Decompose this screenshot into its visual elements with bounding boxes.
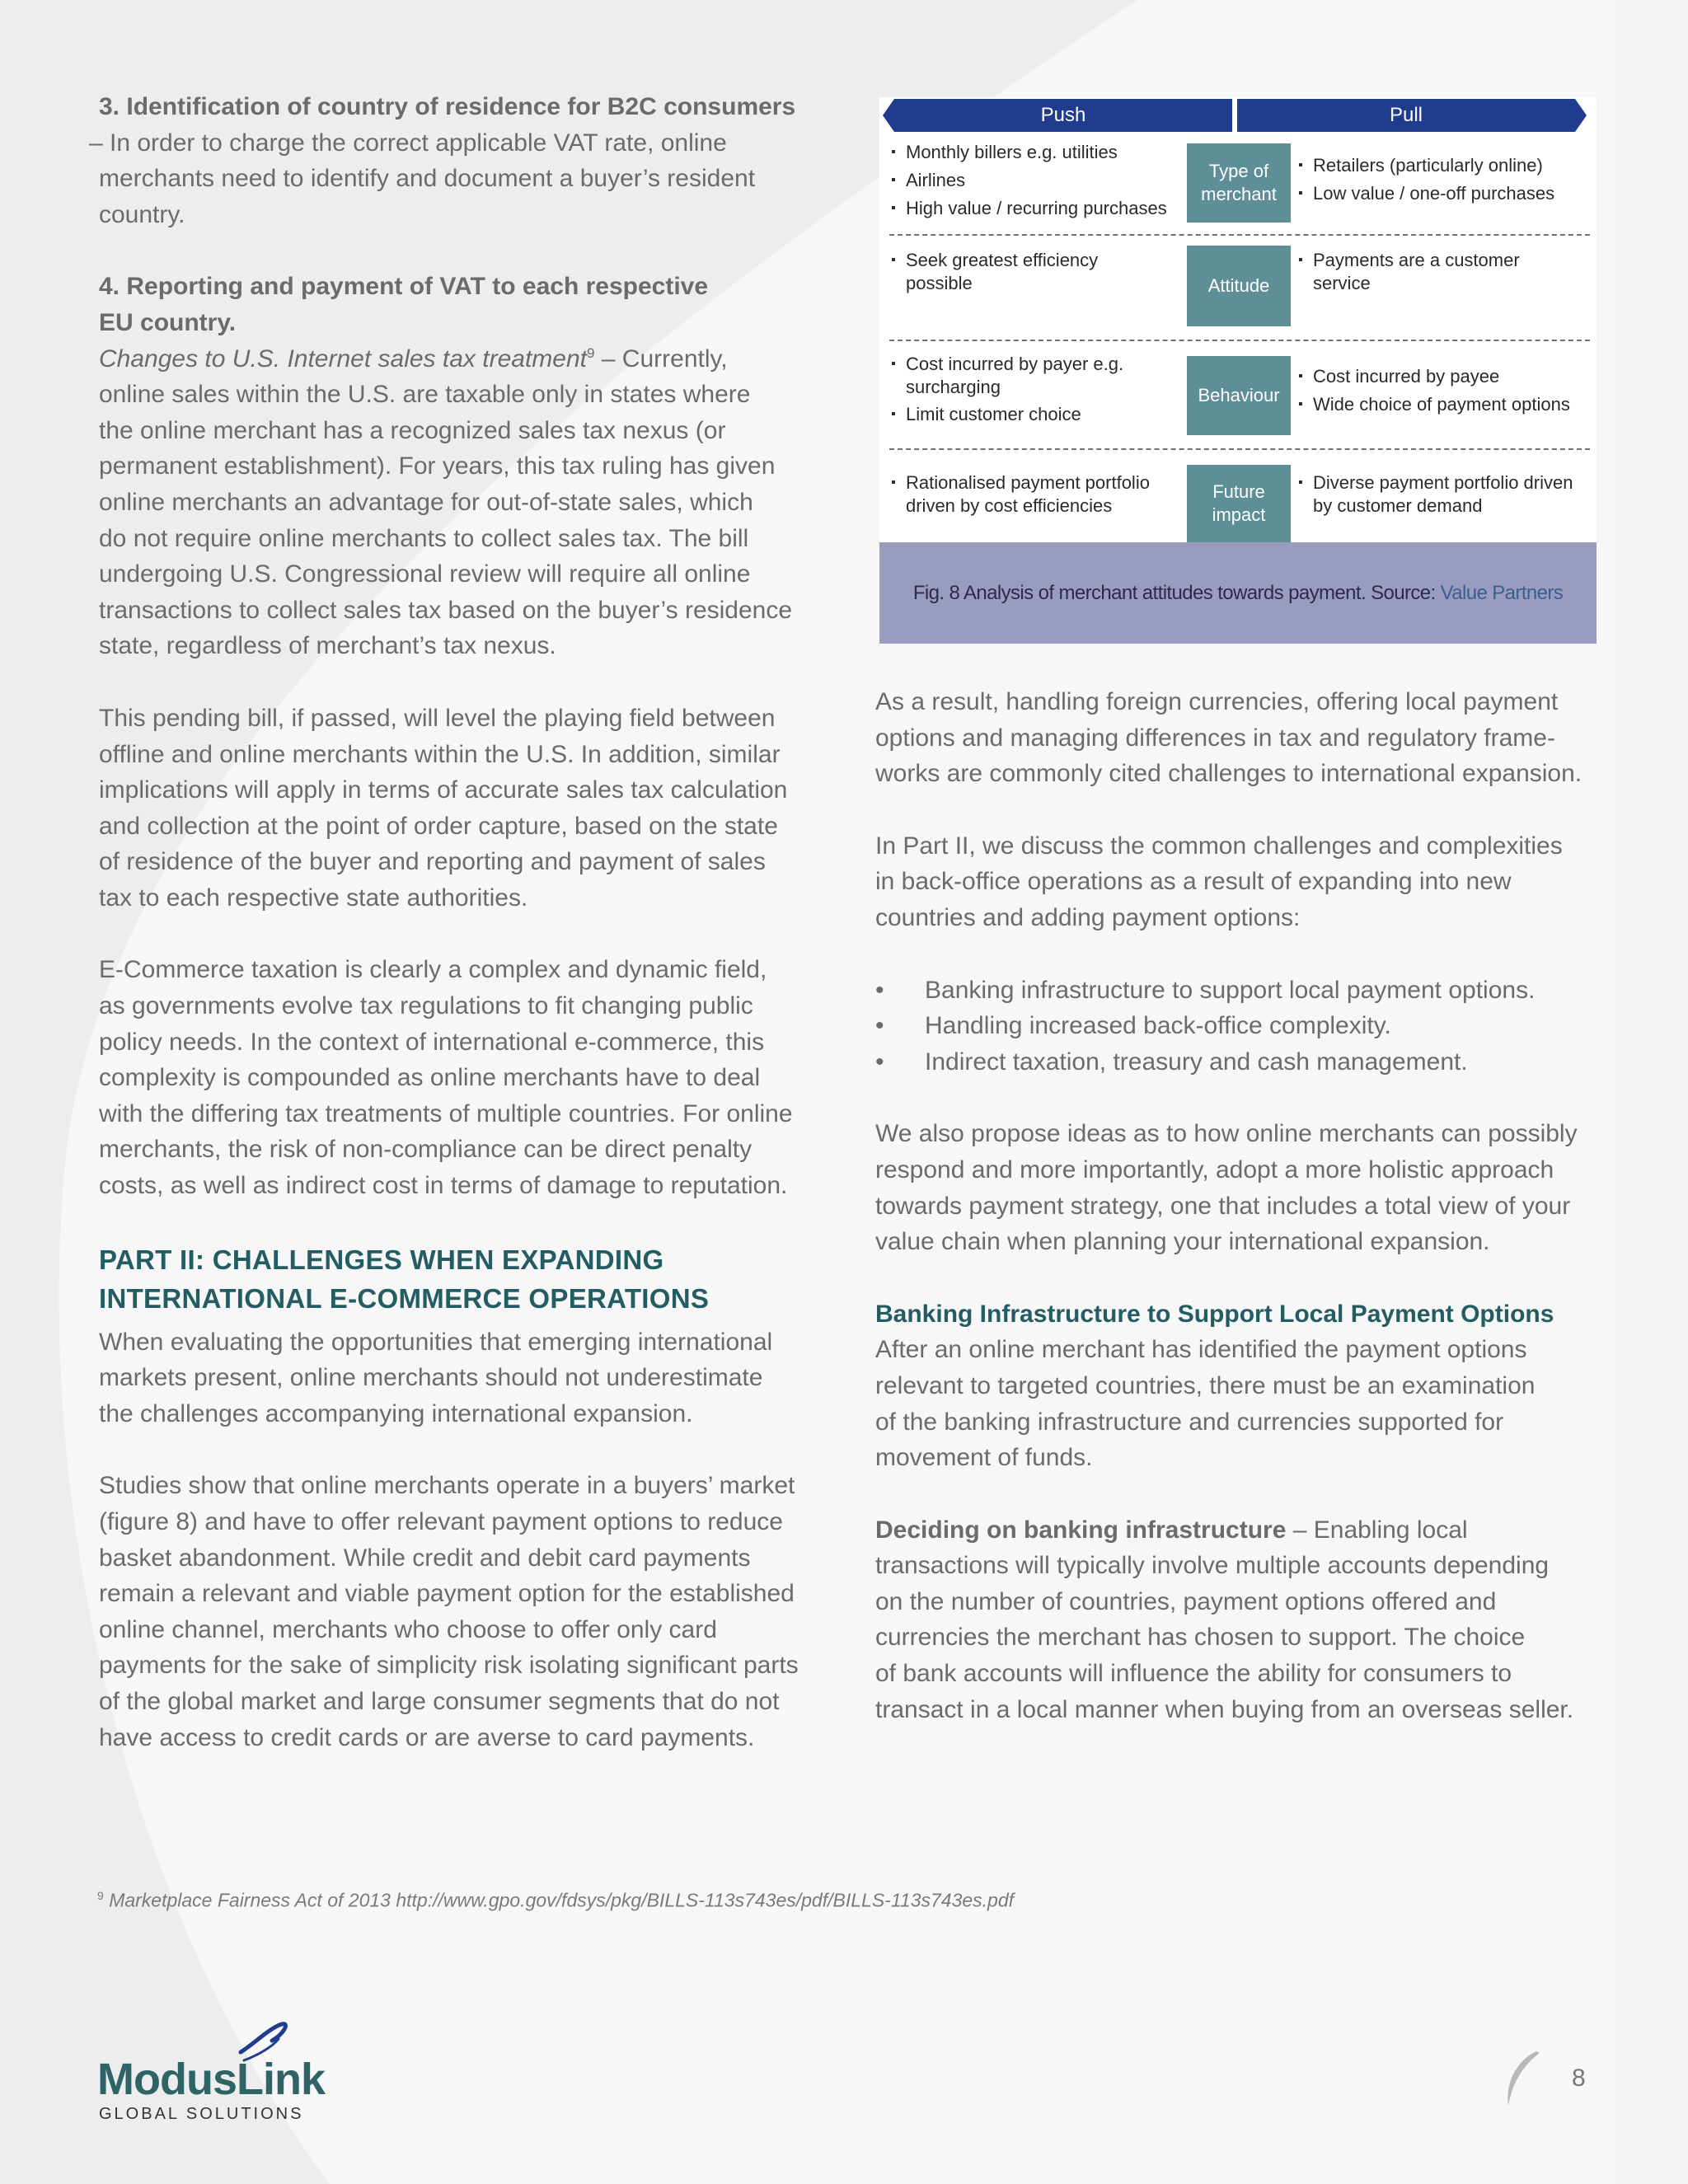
row-label-type-of-merchant: Type of merchant [1187,143,1291,223]
push-list [891,138,1237,223]
tax-line: undergoing U.S. Congressional review will require all online [99,560,751,588]
deciding-line: on the number of countries, payment options offered and [875,1587,1497,1615]
left-column [89,89,824,1755]
footnote-number: 9 [97,1889,104,1902]
studies-line: have access to credit cards or are averse to card payments. [99,1723,755,1751]
ecom-line: policy needs. In the context of international e-commerce, this [99,1028,765,1056]
banking-line: After an online merchant has identified the payment options [875,1336,1527,1364]
deciding-line: currencies the merchant has chosen to support. The choice [875,1624,1526,1652]
part2-intro-line: In Part II, we discuss the common challenges and complexities [875,832,1563,860]
ecom-line: costs, as well as indirect cost in terms of damage to reputation. [99,1172,788,1200]
page-swoosh-icon [1500,2048,1543,2109]
deciding-bold: Deciding on banking infrastructure [875,1516,1287,1544]
deciding-line: transact in a local manner when buying from an overseas seller. [875,1695,1574,1723]
pull-item: ▪ Retailers (particularly online) [1298,152,1595,180]
banking-line: movement of funds. [875,1444,1093,1472]
part-2-heading [99,1240,824,1318]
studies-line: remain a relevant and viable payment option for the established [99,1580,795,1608]
tax-line: permanent establishment). For years, this tax ruling has given [99,452,776,480]
part2-intro-line: countries and adding payment options: [875,903,1301,931]
figure-row-behaviour [879,353,1597,434]
result-line: As a result, handling foreign currencies, offering local payment [875,688,1559,715]
list-item: • Handling increased back-office complexity. [875,1008,1617,1044]
deciding-lead [875,1512,1617,1549]
row-label-attitude: Attitude [1187,246,1291,326]
bill-line: of residence of the buyer and reporting and payment of sales [99,848,766,876]
eval-line: When evaluating the opportunities that emerging international [99,1328,773,1356]
part-2-heading-line: INTERNATIONAL E-COMMERCE OPERATIONS [99,1282,710,1314]
propose-line: respond and more importantly, adopt a more holistic approach [875,1155,1554,1183]
figure-row-attitude [879,246,1597,331]
tax-treatment-lead [99,341,824,377]
challenges-list [875,972,1617,1080]
pull-header: Pull [1237,99,1575,132]
pull-item: ▪ Low value / one-off purchases [1298,180,1595,208]
bill-line: This pending bill, if passed, will level the playing field between [99,704,776,732]
tax-treatment-italic: Changes to U.S. Internet sales tax treatment [99,344,587,373]
pull-list [1298,249,1537,295]
eval-line: markets present, online merchants should not underestimate [99,1364,763,1392]
pull-item: ▪ Cost incurred by payee [1298,363,1595,391]
list-item: • Banking infrastructure to support local payment options. [875,972,1617,1009]
bullet-icon: • [875,976,884,1004]
part2-intro-line: in back-office operations as a result of expanding into new [875,868,1512,896]
figure-merchant-attitudes [879,97,1597,644]
deciding-line: transactions will typically involve multiple accounts depending [875,1552,1550,1580]
push-header: Push [894,99,1232,132]
tax-treatment-rest: – Currently, [594,344,728,373]
ecom-line: complexity is compounded as online merchants have to deal [99,1064,761,1092]
pull-list [1298,363,1595,419]
pull-item: ▪ Diverse payment portfolio driven by customer demand [1298,471,1587,518]
section-4-title: 4. Reporting and payment of VAT to each respective [99,273,709,301]
section-4-title: EU country. [99,308,237,336]
push-list [891,353,1155,430]
deciding-line: of bank accounts will influence the ability for consumers to [875,1660,1512,1688]
result-line: options and managing differences in tax and regulatory frame- [875,724,1555,752]
propose-line: We also propose ideas as to how online merchants can possibly [875,1120,1578,1148]
arrow-right-icon [1575,99,1587,132]
push-item: ▪ Seek greatest efficiency possible [891,249,1114,295]
pull-item: ▪ Wide choice of payment options [1298,391,1595,419]
banking-heading: Banking Infrastructure to Support Local Payment Options [875,1300,1554,1328]
tax-line: state, regardless of merchant’s tax nexus. [99,632,556,660]
section-3-title: 3. Identification of country of residence for B2C consumers [99,93,796,120]
row-divider [889,448,1590,450]
figure-row-future-impact [879,465,1597,542]
section-3-line: merchants need to identify and document a buyer’s resident [99,165,756,193]
section-3-line: – In order to charge the correct applicable VAT rate, online [89,129,727,157]
logo-name: ModusLink [97,2055,325,2104]
pull-item: ▪ Payments are a customer service [1298,249,1537,295]
section-3-line: country. [99,200,185,228]
tax-line: online sales within the U.S. are taxable only in states where [99,381,751,409]
logo-tagline: GLOBAL SOLUTIONS [99,2105,304,2123]
push-list [891,471,1171,518]
bullet-icon: • [875,1012,884,1040]
studies-line: online channel, merchants who choose to offer only card [99,1615,717,1643]
row-divider [889,234,1590,236]
figure-caption-text: Fig. 8 Analysis of merchant attitudes towards payment. Source: [912,581,1436,604]
tax-line: transactions to collect sales tax based on the buyer’s residence [99,596,793,624]
figure-row-type-of-merchant [879,137,1597,226]
push-item: ▪ High value / recurring purchases [891,194,1237,223]
banking-line: of the banking infrastructure and currencies supported for [875,1408,1504,1436]
ecom-line: with the differing tax treatments of multiple countries. For online [99,1099,793,1127]
page-number: 8 [1572,2064,1586,2092]
push-item: ▪ Cost incurred by payer e.g. surcharging [891,353,1155,399]
bill-line: offline and online merchants within the U.S. In addition, similar [99,740,781,768]
tax-line: the online merchant has a recognized sales tax nexus (or [99,416,726,444]
push-item: ▪ Airlines [891,166,1237,194]
figure-header [888,99,1588,132]
right-column [875,684,1617,1727]
row-label-behaviour: Behaviour [1187,356,1291,435]
ecom-line: as governments evolve tax regulations to fit changing public [99,992,753,1020]
moduslink-logo [97,2019,345,2126]
propose-line: value chain when planning your international expansion. [875,1228,1490,1256]
part-2-heading-line: PART II: CHALLENGES WHEN EXPANDING [99,1244,664,1275]
studies-line: basket abandonment. While credit and debit card payments [99,1544,751,1572]
pull-list [1298,152,1595,208]
pull-list [1298,471,1587,518]
push-item: ▪ Limit customer choice [891,399,1155,430]
bill-line: and collection at the point of order capture, based on the state [99,812,778,840]
push-item: ▪ Rationalised payment portfolio driven by cost efficiencies [891,471,1171,518]
eval-line: the challenges accompanying international expansion. [99,1399,693,1427]
studies-line: of the global market and large consumer segments that do not [99,1687,780,1715]
arrow-left-icon [883,99,894,132]
tax-line: do not require online merchants to collect sales tax. The bill [99,524,749,552]
figure-caption-source: Value Partners [1440,581,1564,604]
figure-caption [879,542,1597,644]
ecom-line: E-Commerce taxation is clearly a complex and dynamic field, [99,956,767,984]
footnote-text: Marketplace Fairness Act of 2013 http://www.gpo.gov/fdsys/pkg/BILLS-113s743es/pdf/BILLS-113s743es.pdf [109,1889,1015,1911]
row-label-future-impact: Future impact [1187,465,1291,542]
footnote [97,1889,1014,1912]
push-list [891,249,1114,295]
ecom-line: merchants, the risk of non-compliance can be direct penalty [99,1136,753,1164]
footnote-ref: 9 [586,344,595,361]
push-item: ▪ Monthly billers e.g. utilities [891,138,1237,166]
propose-line: towards payment strategy, one that includes a total view of your [875,1192,1571,1220]
studies-line: Studies show that online merchants operate in a buyers’ market [99,1472,795,1500]
list-item: • Indirect taxation, treasury and cash management. [875,1044,1617,1080]
bill-line: tax to each respective state authorities. [99,883,528,912]
tax-line: online merchants an advantage for out-of-state sales, which [99,488,753,516]
banking-line: relevant to targeted countries, there must be an examination [875,1371,1536,1399]
deciding-rest: – Enabling local [1286,1516,1468,1544]
bill-line: implications will apply in terms of accurate sales tax calculation [99,776,788,804]
studies-line: (figure 8) and have to offer relevant payment options to reduce [99,1508,783,1535]
studies-line: payments for the sake of simplicity risk isolating significant parts [99,1652,799,1680]
bullet-icon: • [875,1047,884,1076]
result-line: works are commonly cited challenges to international expansion. [875,760,1582,788]
row-divider [889,340,1590,341]
